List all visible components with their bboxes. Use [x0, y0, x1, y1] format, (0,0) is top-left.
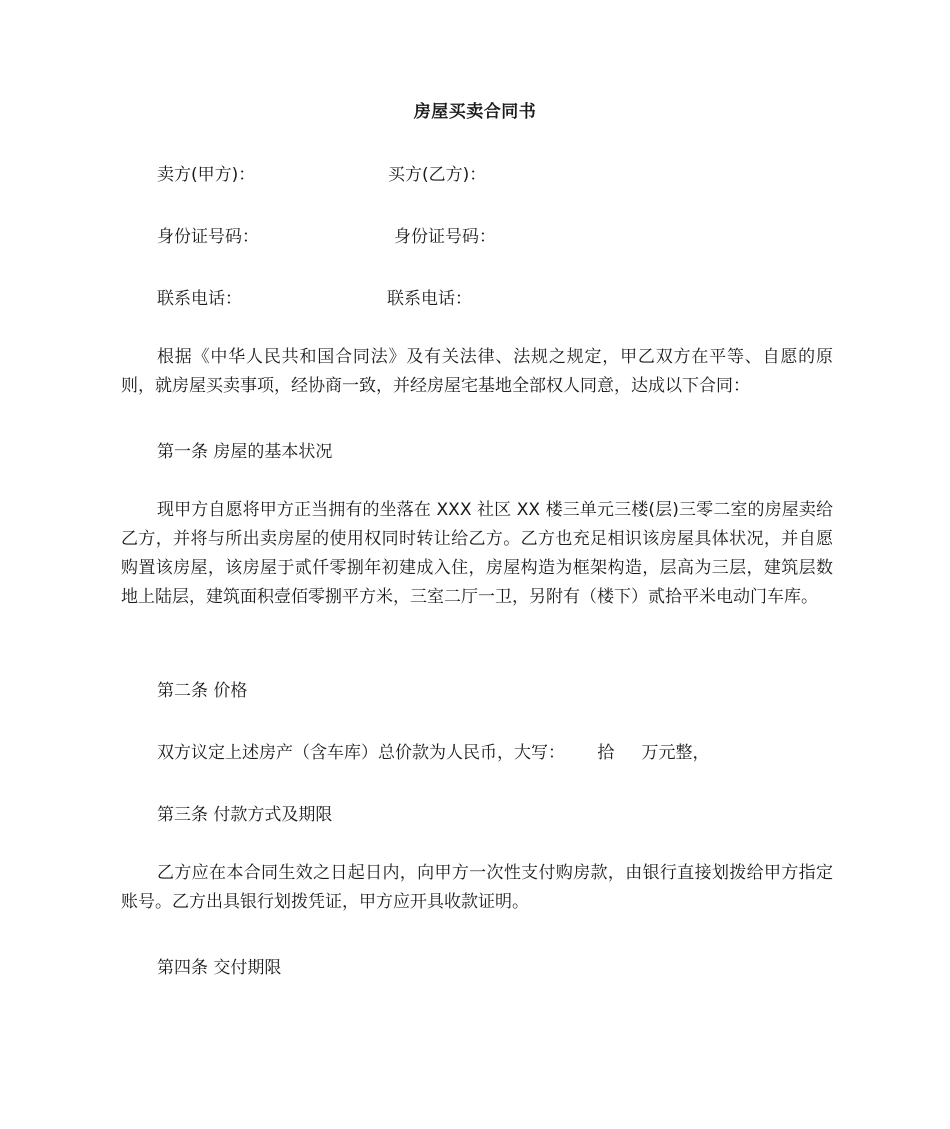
article-3-body: 乙方应在本合同生效之日起日内，向甲方一次性支付购房款，由银行直接划拨给甲方指定账号。乙方出具银行划拨凭证，甲方应开具收款证明。 [121, 863, 833, 912]
seller-label: 卖方(甲方)： [157, 165, 256, 185]
article-3-heading: 第三条 付款方式及期限 [157, 805, 333, 825]
intro-paragraph: 根据《中华人民共和国合同法》及有关法律、法规之规定，甲乙双方在平等、自愿的原则，就房屋买卖事项，经协商一致，并经房屋宅基地全部权人同意，达成以下合同： [121, 347, 833, 396]
seller-id-label: 身份证号码： [157, 227, 259, 247]
article-1-heading: 第一条 房屋的基本状况 [157, 442, 333, 462]
document-title: 房屋买卖合同书 [413, 102, 537, 122]
buyer-phone-label: 联系电话： [387, 289, 472, 309]
buyer-id-label: 身份证号码： [394, 227, 496, 247]
article-2-heading: 第二条 价格 [157, 681, 248, 701]
article-1-body: 现甲方自愿将甲方正当拥有的坐落在 XXX 社区 XX 楼三单元三楼(层)三零二室的房屋卖给乙方，并将与所出卖房屋的使用权同时转让给乙方。乙方也充足相识该房屋具体状况，并自愿购置该房屋，该房屋于贰仟零捌年初建成入住，房屋构造为框架构造，层高为三层，建筑层数地上陆层，建筑面积壹佰零捌平方米，三室二厅一卫，另附有（楼下）贰拾平米电动门车库。 [121, 500, 833, 607]
article-4-heading: 第四条 交付期限 [157, 958, 282, 978]
buyer-label: 买方(乙方)： [388, 165, 487, 185]
seller-phone-label: 联系电话： [157, 289, 242, 309]
article-2-body: 双方议定上述房产（含车库）总价款为人民币，大写： 拾 万元整， [157, 743, 710, 763]
